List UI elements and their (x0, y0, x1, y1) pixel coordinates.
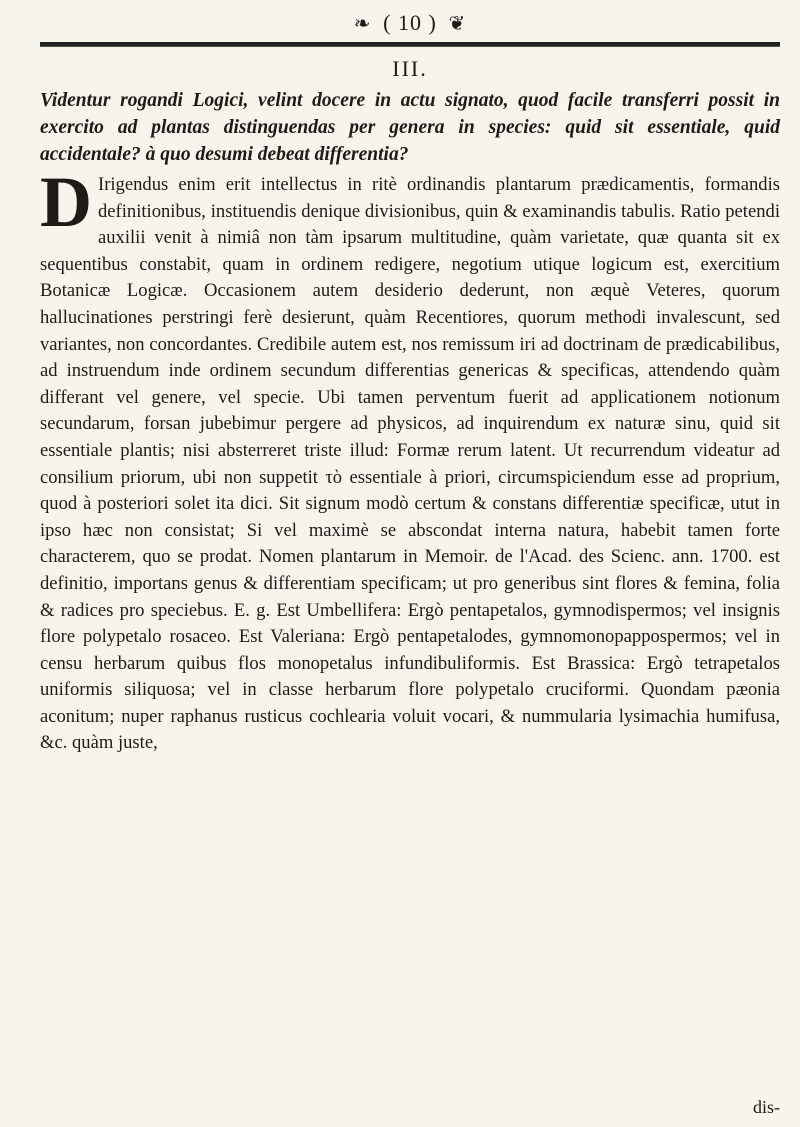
page (40, 8, 780, 1118)
ornament-left-icon: ❧ (353, 13, 372, 35)
page-number: ( 10 ) (383, 10, 437, 35)
body-paragraph: Irigendus enim erit intellectus in ritè ordinandis plantarum prædicamentis, formandis definitionibus, instituendis denique divisionibus, quin & examinandis tabulis. Ratio petendi auxilii venit à nimiâ non tàm ipsarum multitudine, quàm varietate, quæ quanta sit ex sequentibus constabit, quam in ordinem redigere, negotium utique logicum est, exercitium Botanicæ Logicæ. Occasionem autem desiderio dederunt, non æquè Veteres, quorum hallucinationes perstringi ferè desierunt, quàm Recentiores, quorum methodi invalescunt, sed variantes, non concordantes. Credibile autem est, nos remissum iri ad doctrinam de prædicabilibus, ad instruendum inde ordinem secundum differentias genericas & specificas, attendendo quàm differant vel genere, vel specie. Ubi tamen perventum fuerit ad applicationem notionum secundarum, forsan jubebimur pergere ad physicos, ad inquirendum ex naturæ sinu, quid sit essentiale plantis; nisi absterreret triste illud: Formæ rerum latent. Ut recurrendum videatur ad consilium priorum, ubi non suppetit τὸ essentiale à priori, circumspiciendum esse ad proprium, quod à posteriori solet ita dici. Sit signum modò certum & constans differentiæ specificæ, utut in ipso hæc non consistat; Si vel maximè se abscondat interna natura, habebit tamen forte characterem, quo se prodat. Nomen plantarum in Memoir. de l'Acad. des Scienc. ann. 1700. est definitio, importans genus & differentiam specificam; ut pro generibus sint flores & femina, folia & radices pro speciebus. E. g. Est Umbellifera: Ergò pentapetalos, gymnodispermos; vel insignis flore polypetalo rosaceo. Est Valeriana: Ergò pentapetalodes, gymnomonopappospermos; vel in censu herbarum quibus flos monopetalus infundibuliformis. Est Brassica: Ergò tetrapetalos uniformis siliquosa; vel in classe herbarum flore polypetalo cruciformi. Quondam pæonia aconitum; nuper raphanus rusticus cochlearia voluit vocari, & nummularia lysimachia humifusa, &c. quàm juste, (40, 174, 780, 754)
drop-cap: D (40, 162, 92, 242)
section-question: Videntur rogandi Logici, velint docere in actu signato, quod facile transferri possit in exercito ad plantas distinguendas per genera in species: quid sit essentiale, quid accidentale? à quo desumi debeat differentia? (40, 90, 780, 165)
catchword: dis- (753, 1097, 780, 1117)
body-text (40, 162, 780, 757)
ornament-right-icon: ❦ (448, 13, 467, 35)
header-rule (40, 42, 780, 47)
section-number: III. (392, 56, 428, 81)
page-header (40, 8, 780, 38)
